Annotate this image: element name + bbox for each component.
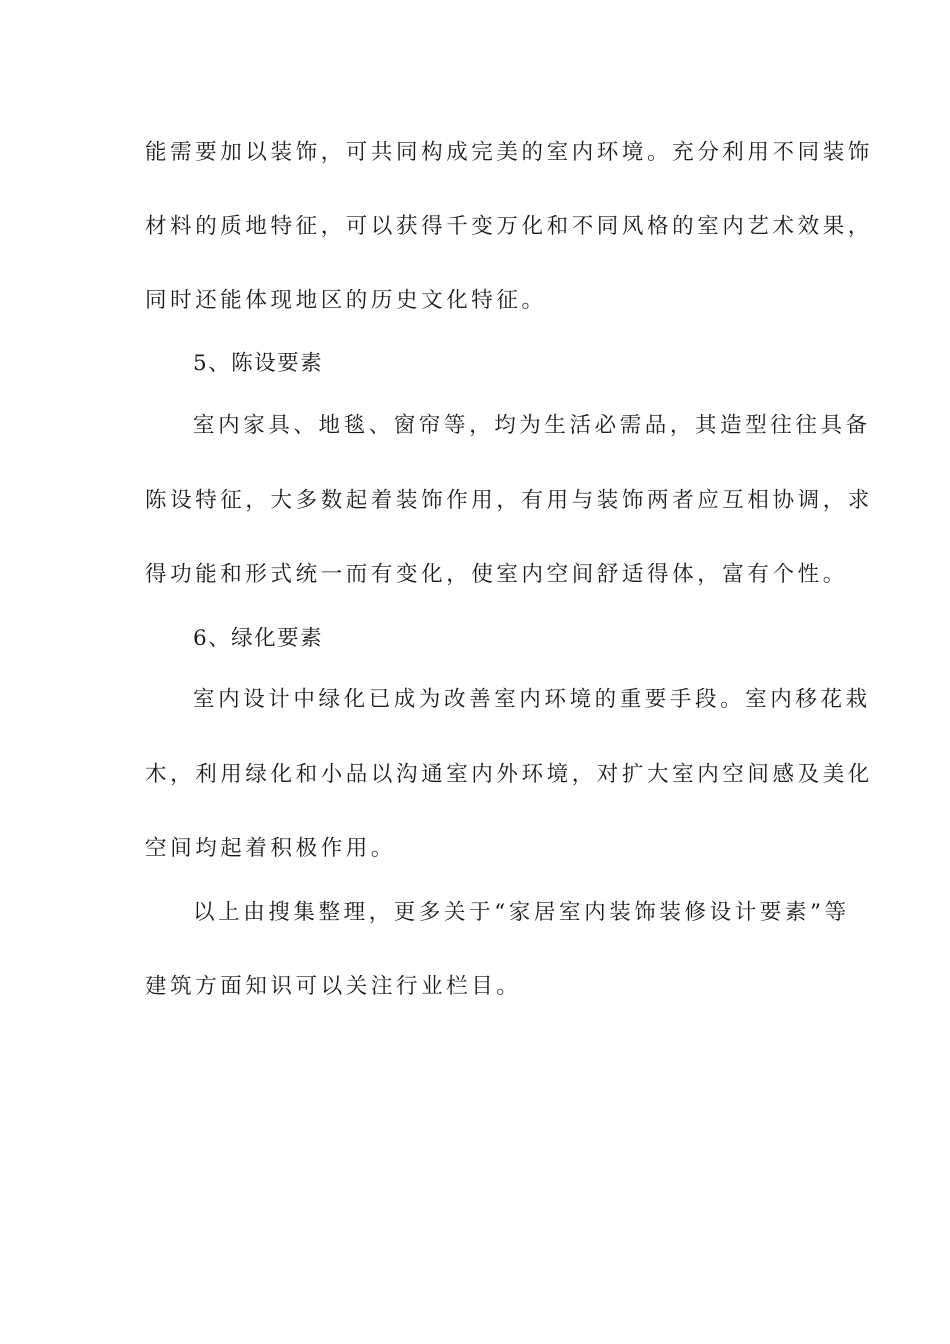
paragraph-line: 室内家具、地毯、窗帘等，均为生活必需品，其造型往往具备 xyxy=(193,413,871,438)
paragraph-line: 室内设计中绿化已成为改善室内环境的重要手段。室内移花栽 xyxy=(193,687,871,712)
paragraph-line: 以上由搜集整理，更多关于“家居室内装饰装修设计要素”等 xyxy=(193,900,850,925)
paragraph-line: 陈设特征，大多数起着装饰作用，有用与装饰两者应互相协调，求 xyxy=(145,488,873,513)
section-heading-6: 6、绿化要素 xyxy=(193,626,324,651)
paragraph-line: 得功能和形式统一而有变化，使室内空间舒适得体，富有个性。 xyxy=(145,562,848,587)
paragraph-line: 空间均起着积极作用。 xyxy=(145,836,397,861)
paragraph-line: 同时还能体现地区的历史文化特征。 xyxy=(145,288,547,313)
paragraph-line: 材料的质地特征，可以获得千变万化和不同风格的室内艺术效果， xyxy=(145,214,873,239)
paragraph-line: 木，利用绿化和小品以沟通室内外环境，对扩大室内空间感及美化 xyxy=(145,762,873,787)
paragraph-line: 能需要加以装饰，可共同构成完美的室内环境。充分利用不同装饰 xyxy=(145,140,873,165)
paragraph-line: 建筑方面知识可以关注行业栏目。 xyxy=(145,974,522,999)
section-heading-5: 5、陈设要素 xyxy=(193,351,324,376)
